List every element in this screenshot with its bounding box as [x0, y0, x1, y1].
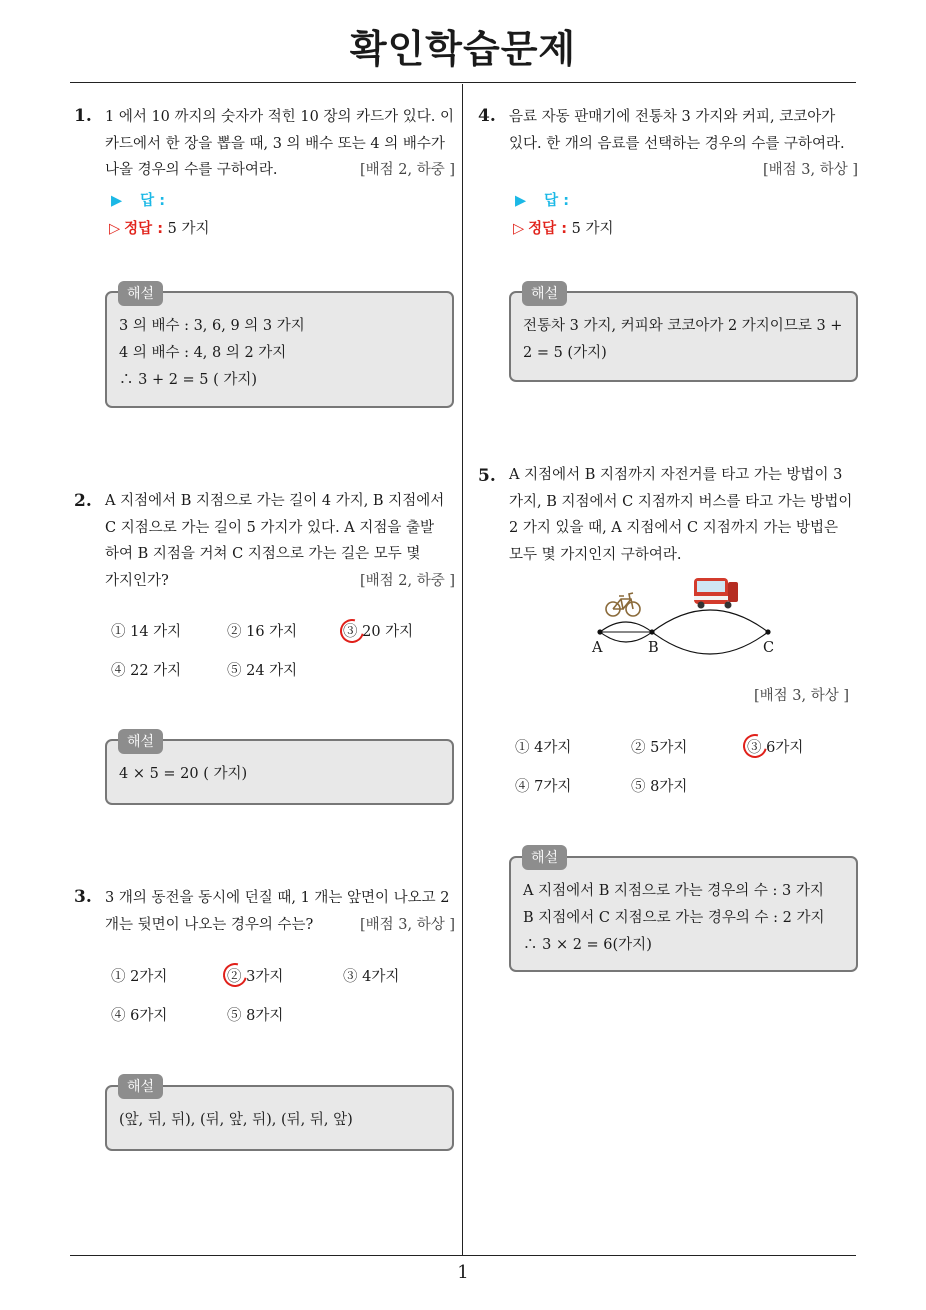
page-number: 1	[457, 1262, 469, 1283]
selected-circle-icon	[739, 730, 772, 763]
question-meta: [배점 3, 하상 ]	[359, 916, 455, 933]
option-5[interactable]: ⑤ 24 가지	[227, 663, 298, 679]
option-4[interactable]: ④ 22 가지	[111, 663, 182, 679]
option-1[interactable]: ① 14 가지	[111, 624, 182, 640]
footer-rule	[70, 1255, 856, 1256]
correct-answer-value: 5 가지	[571, 221, 614, 237]
question-text: 3 개의 동전을 동시에 던질 때, 1 개는 앞면이 나오고 2 개는 뒷면이 나오는 경우의 수는? [배점 3, 하상 ]	[105, 885, 455, 938]
option-2[interactable]: ② 3가지	[227, 969, 284, 985]
point-a-label: A	[592, 640, 603, 656]
option-3[interactable]: ③ 4가지	[343, 969, 400, 985]
outline-triangle-icon: ▷	[513, 221, 525, 237]
title-rule	[70, 82, 856, 83]
page-title: 확인학습문제	[349, 27, 577, 71]
option-1[interactable]: ① 2가지	[111, 969, 168, 985]
route-diagram	[588, 572, 788, 664]
question-text: A 지점에서 B 지점까지 자전거를 타고 가는 방법이 3 가지, B 지점에서 C 지점까지 버스를 타고 가는 방법이 2 가지 있을 때, A 지점에서 C 지점까지 가는 방법은 모두 몇 가지인지 구하여라.	[509, 467, 853, 563]
option-2[interactable]: ② 5가지	[631, 740, 688, 756]
option-2[interactable]: ② 16 가지	[227, 624, 298, 640]
bus-icon	[694, 578, 738, 609]
correct-answer-line: ▷ 정답 : 5 가지	[109, 221, 210, 237]
play-triangle-icon: ▶	[111, 193, 123, 209]
point-c-label: C	[763, 640, 775, 656]
question-number: 3.	[74, 887, 92, 907]
column-divider	[462, 84, 463, 1256]
question-meta: [배점 3, 하상 ]	[754, 688, 850, 704]
question-meta: [배점 3, 하상 ]	[762, 162, 858, 178]
explanation-tag: 해설	[522, 281, 567, 306]
question-number: 2.	[74, 491, 92, 511]
explanation-box: 3 의 배수 : 3, 6, 9 의 3 가지 4 의 배수 : 4, 8 의 2 가지 ∴ 3 + 2 = 5 ( 가지)	[105, 291, 454, 408]
question-meta: [배점 2, 하중 ]	[359, 162, 455, 178]
answer-line: ▶ 답 :	[111, 193, 166, 209]
point-b-label: B	[648, 640, 659, 656]
option-4[interactable]: ④ 7가지	[515, 779, 572, 795]
question-text: 1 에서 10 까지의 숫자가 적힌 10 장의 카드가 있다. 이 카드에서 한 장을 뽑을 때, 3 의 배수 또는 4 의 배수가 나올 경우의 수를 구하여라. [배점 2, 하중 ]	[105, 104, 455, 184]
question-text: 음료 자동 판매기에 전통차 3 가지와 커피, 코코아가 있다. 한 개의 음료를 선택하는 경우의 수를 구하여라. [배점 3, 하상 ]	[509, 109, 858, 178]
explanation-box: 전통차 3 가지, 커피와 코코아가 2 가지이므로 3 + 2 = 5 (가지)	[509, 291, 858, 382]
explanation-box: 4 × 5 = 20 ( 가지)	[105, 739, 454, 805]
option-3[interactable]: ③ 6가지	[747, 740, 804, 756]
explanation-tag: 해설	[522, 845, 567, 870]
explanation-tag: 해설	[118, 729, 163, 754]
option-5[interactable]: ⑤ 8가지	[227, 1008, 284, 1024]
correct-answer-line: ▷ 정답 : 5 가지	[513, 221, 614, 237]
explanation-tag: 해설	[118, 1074, 163, 1099]
question-number: 5.	[478, 466, 496, 486]
question-text: A 지점에서 B 지점으로 가는 길이 4 가지, B 지점에서 C 지점으로 가는 길이 5 가지가 있다. A 지점을 출발 하여 B 지점을 거쳐 C 지점으로 가는 길은 모두 몇 가지인가? [배점 2, 하중 ]	[105, 488, 455, 594]
selected-circle-icon	[219, 959, 252, 992]
question-number: 4.	[478, 106, 496, 126]
option-3[interactable]: ③ 20 가지	[343, 624, 414, 640]
explanation-tag: 해설	[118, 281, 163, 306]
explanation-box: (앞, 뒤, 뒤), (뒤, 앞, 뒤), (뒤, 뒤, 앞)	[105, 1085, 454, 1151]
option-4[interactable]: ④ 6가지	[111, 1008, 168, 1024]
answer-line: ▶ 답 :	[515, 193, 570, 209]
option-5[interactable]: ⑤ 8가지	[631, 779, 688, 795]
bicycle-icon	[606, 593, 640, 616]
question-number: 1.	[74, 106, 92, 126]
correct-answer-value: 5 가지	[167, 221, 210, 237]
outline-triangle-icon: ▷	[109, 221, 121, 237]
question-meta: [배점 2, 하중 ]	[359, 572, 455, 589]
explanation-box: A 지점에서 B 지점으로 가는 경우의 수 : 3 가지 B 지점에서 C 지점으로 가는 경우의 수 : 2 가지 ∴ 3 × 2 = 6(가지)	[509, 856, 858, 972]
play-triangle-icon: ▶	[515, 193, 527, 209]
option-1[interactable]: ① 4가지	[515, 740, 572, 756]
